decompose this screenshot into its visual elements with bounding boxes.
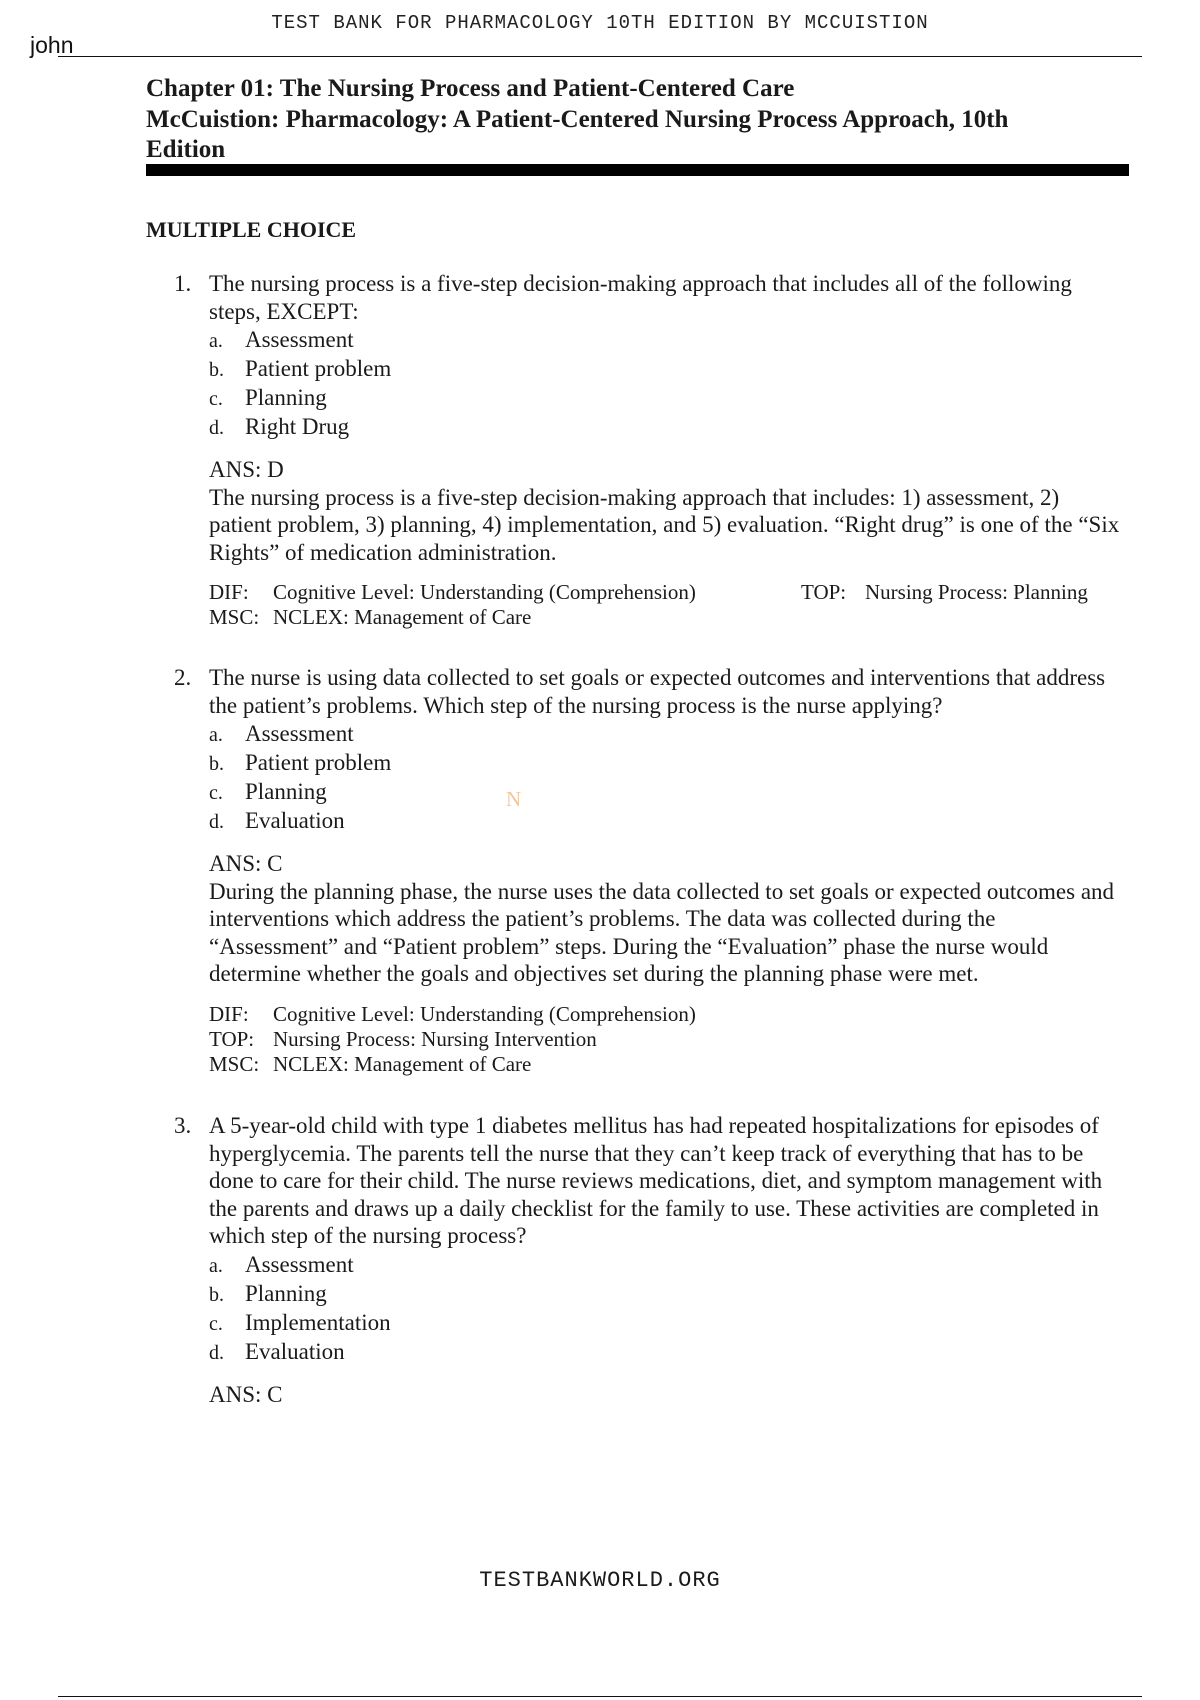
header-divider: [58, 56, 1142, 57]
rationale: During the planning phase, the nurse uses the data collected to set goals or expected outcomes and interventions which address the patient’s problems. The data was collected during the “Assessment” and “Patient problem” steps. During the “Evaluation” phase the nurse would determine whether the goals and objectives set during the planning phase were met.: [209, 878, 1115, 986]
answer-key: ANS: C: [209, 1381, 283, 1407]
book-title: McCuistion: Pharmacology: A Patient-Centered Nursing Process Approach, 10th: [146, 105, 1009, 133]
option-c: c. Planning: [209, 779, 327, 804]
question-stem: The nurse is using data collected to set goals or expected outcomes and interventions that address the patient’s problems. Which step of the nursing process is the nurse applying?: [209, 665, 1106, 718]
question-number: 2.: [174, 665, 192, 690]
option-a: a. Assessment: [209, 327, 354, 352]
answer-options: [209, 720, 1124, 836]
chapter-title: Chapter 01: The Nursing Process and Patient-Centered Care: [146, 75, 795, 102]
user-name: john: [30, 32, 74, 58]
question-stem: A 5-year-old child with type 1 diabetes mellitus has had repeated hospitalizations for episodes of hyperglycemia. The parents tell the nurse that they can’t keep track of everything that has to be done to care for their child. The nurse reviews medications, diet, and symptom management with the parents and draws up a daily checklist for the family to use. These activities are completed in which step of the nursing process?: [209, 1113, 1103, 1248]
dif-row: DIF: Cognitive Level: Understanding (Comprehension): [209, 1001, 696, 1026]
question-number: 1.: [174, 271, 192, 296]
dif-row: DIF: Cognitive Level: Understanding (Comprehension) TOP: Nursing Process: Planning: [209, 580, 1088, 604]
question-3: [174, 1112, 1124, 1408]
option-b: b. Planning: [209, 1280, 327, 1306]
topic: Nursing Process: Nursing Intervention: [273, 1026, 597, 1051]
option-c: c. Planning: [209, 385, 327, 410]
option-a: a. Assessment: [209, 1251, 354, 1277]
answer-options: [209, 1251, 1124, 1367]
section-heading: MULTIPLE CHOICE: [146, 217, 357, 242]
question-1: [174, 270, 1124, 630]
answer-options: [209, 326, 1124, 442]
question-stem: The nursing process is a five-step decision-making approach that includes all of the following steps, EXCEPT:: [209, 271, 1072, 324]
option-a: a. Assessment: [209, 721, 354, 746]
question-metadata: [209, 1002, 1124, 1077]
option-b: b. Patient problem: [209, 750, 392, 775]
option-b: b. Patient problem: [209, 356, 392, 381]
msc-row: MSC: NCLEX: Management of Care: [209, 605, 532, 629]
footer-divider: [58, 1696, 1142, 1697]
question-number: 3.: [174, 1113, 192, 1138]
chapter-heading: [146, 74, 1146, 166]
option-d: d. Evaluation: [209, 1338, 345, 1364]
footer-site: TESTBANKWORLD.ORG: [479, 1568, 721, 1593]
msc: NCLEX: Management of Care: [273, 1051, 532, 1076]
question-metadata: [209, 580, 1124, 630]
topic: TOP: Nursing Process: Planning: [801, 580, 1088, 604]
msc-row: MSC: NCLEX: Management of Care: [209, 1051, 532, 1076]
option-d: d. Evaluation: [209, 808, 345, 833]
answer-key: ANS: C: [209, 851, 283, 876]
top-row: TOP: Nursing Process: Nursing Intervention: [209, 1026, 597, 1051]
watermark-letter: N: [506, 787, 522, 811]
option-d: d. Right Drug: [209, 414, 350, 439]
question-2: [174, 664, 1124, 1077]
msc: NCLEX: Management of Care: [273, 605, 532, 629]
difficulty: Cognitive Level: Understanding (Comprehension): [273, 1001, 696, 1026]
option-c: c. Implementation: [209, 1309, 391, 1335]
heading-divider: [146, 164, 1129, 176]
running-header: TEST BANK FOR PHARMACOLOGY 10TH EDITION BY MCCUISTION: [271, 12, 929, 34]
rationale: The nursing process is a five-step decision-making approach that includes: 1) assessment, 2) patient problem, 3) planning, 4) implementation, and 5) evaluation. “Right drug” is one of the “Six Rights” of medication administration.: [209, 484, 1120, 565]
difficulty: Cognitive Level: Understanding (Comprehension): [273, 580, 696, 604]
book-edition: Edition: [146, 136, 226, 163]
answer-key: ANS: D: [209, 457, 284, 482]
